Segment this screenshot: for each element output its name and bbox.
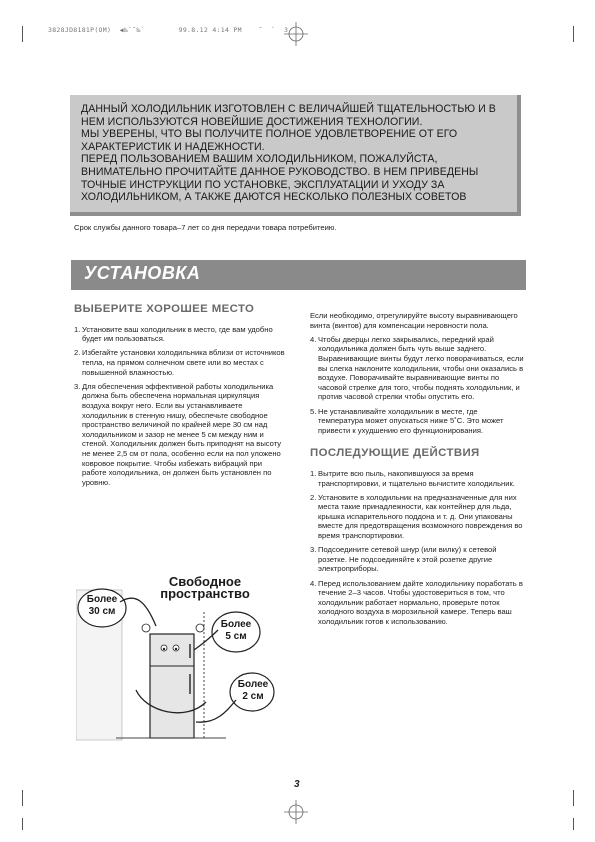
fridge-hand-right [196,624,204,632]
clearance-30cm-label [80,594,124,618]
intro-line: ХОЛОДИЛЬНИКОМ, А ТАКЖЕ ДАЮТСЯ НЕСКОЛЬКО ПОЛЕЗНЫХ СОВЕТОВ [81,191,467,204]
right-column [310,311,524,631]
intro-line: НЕМ ИСПОЛЬЗУЮТСЯ НОВЕЙШИЕ ДОСТИЖЕНИЯ ТЕХНОЛОГИИ. [81,115,423,128]
clearance-30cm-line2: 30 см [88,606,116,617]
arrow-bottom-icon [196,700,236,722]
service-life-note: Срок службы данного товара–7 лет со дня передачи товара потребитеию. [74,223,337,232]
list-item-text: Для обеспечения эффективной работы холодильника должна быть обеспечена нормальная циркуляция воздуха вокруг него. Если вы устанавливаете холодильник в стенную нишу, обеспечьте свободное пространство величиной по крайней мере 30 см над холодильником и зазор не менее 5 см между ним и стеной. Холодильник должен быть приподнят на высоту не менее 2,5 см от пола, особенно если на пол уложено ковровое покрытие. Чтобы избежать вибраций при работе холодильника, он должен быть установлен по уровню. [82,381,282,487]
print-header-meta: 3828JD8181P(OM) ◀‰`˜‰` 99.8.12 4:14 PM ˘ ` 3 [48,26,289,34]
intro-line: МЫ УВЕРЕНЫ, ЧТО ВЫ ПОЛУЧИТЕ ПОЛНОЕ УДОВЛЕТВОРЕНИЕ ОТ ЕГО [81,128,458,141]
clearance-2cm-line1: Более [237,679,269,690]
crop-mark-bottom-left [22,790,23,806]
list-item [74,325,288,344]
list-item-number: 4. [310,334,317,344]
list-item [310,335,524,402]
list-item [310,579,524,627]
free-space-label-line1: Свободное [168,574,242,589]
registration-mark-top-icon [282,20,310,48]
list-item-text: Перед использованием дайте холодильнику поработать в течение 2–3 часов. Чтобы удостовериться в том, что холодильник работает нормально, проверьте поток холодного воздуха в морозильной камере. Теперь ваш холодильник готов к использованию. [318,578,523,626]
clearance-2cm-label [231,679,275,703]
fridge-hand-left [142,624,150,632]
free-space-label-line2: пространство [160,586,250,601]
crop-mark-top-right [573,26,574,42]
clearance-30cm-line1: Более [86,594,118,605]
leveling-paragraph: Если необходимо, отрегулируйте высоту выравнивающего винта (винтов) для компенсации неровности пола. [310,311,518,330]
list-item-text: Не устанавливайте холодильник в месте, где температура может опускаться ниже 5˚С. Это может привести к ухудшению его функционирования. [318,406,504,435]
list-item-number: 4. [310,578,317,588]
clearance-2cm-line2: 2 см [242,691,264,702]
intro-line: ДАННЫЙ ХОЛОДИЛЬНИК ИЗГОТОВЛЕН С ВЕЛИЧАЙШЕЙ ТЩАТЕЛЬНОСТЬЮ И В [81,103,496,115]
list-item-number: 2. [310,492,317,502]
leveling-list [310,335,524,436]
heading-next-steps: ПОСЛЕДУЮЩИЕ ДЕЙСТВИЯ [310,447,480,460]
left-column [74,305,288,492]
list-item-number: 2. [74,348,81,358]
clearance-5cm-label [214,619,258,643]
list-item-text: Вытрите всю пыль, накопившуюся за время транспортировки, и тщательно вычистите холодильник. [318,468,515,488]
crop-mark-bottom-right-short [573,818,574,830]
crop-mark-top-left [22,26,23,42]
list-item-text: Избегайте установки холодильника вблизи от источников тепла, на прямом солнечном свете или во местах с повышенной влажностью. [82,348,285,377]
intro-line: ПЕРЕД ПОЛЬЗОВАНИЕМ ВАШИМ ХОЛОДИЛЬНИКОМ, ПОЖАЛУЙСТА, [81,153,438,166]
intro-line: ТОЧНЫЕ ИНСТРУКЦИИ ПО УСТАНОВКЕ, ЭКСПЛУАТАЦИИ И УХОДУ ЗА [81,178,445,191]
crop-mark-bottom-left-short [22,818,23,830]
list-item [310,493,524,541]
list-item-text: Установите в холодильник на предназначенные для них места такие принадлежности, как контейнер для льда, крышка испарительного поддона и т. д. Они упакованы вместе для предотвращения возможного повреждения во время транспортировки. [318,492,523,541]
list-item-number: 3. [310,545,317,555]
list-item-number: 1. [74,324,81,334]
intro-line: ВНИМАТЕЛЬНО ПРОЧИТАЙТЕ ДАННОЕ РУКОВОДСТВО. В НЕМ ПРИВЕДЕНЫ [81,165,479,178]
list-item [310,545,524,574]
list-item-text: Установите ваш холодильник в место, где вам удобно будет им пользоваться. [82,324,273,344]
section-title: УСТАНОВКА [84,263,201,283]
page-number: 3 [294,779,300,790]
heading-choose-place: ВЫБЕРИТЕ ХОРОШЕЕ МЕСТО [74,303,255,315]
intro-line: ХАРАКТЕРИСТИК И НАДЕЖНОСТИ. [81,140,265,153]
list-item [310,469,524,488]
fridge-body-shape [150,634,194,738]
list-item [74,382,288,488]
list-item-text: Чтобы дверцы легко закрывались, передний край холодильника должен быть чуть выше заднего. Выравнивающие винты будут легко поворачиваться, если вы слегка наклоните холодильник, чтобы они оказались в воздухе. Поворачивайте выравнивающие винты по часовой стрелке для того, чтобы поднять холодильник, и против часовой стрелки чтобы опустить его. [318,334,524,402]
list-item [74,348,288,377]
list-item [310,407,524,436]
list-item-text: Подсоедините сетевой шнур (или вилку) к сетевой розетке. Не подсоединяйте к этой розетке другие электроприборы. [318,545,497,574]
registration-mark-bottom-icon [282,798,310,826]
list-item-number: 5. [310,406,317,416]
crop-mark-bottom-right [573,790,574,806]
free-space-label [150,576,260,600]
next-steps-list [310,469,524,627]
clearance-5cm-line1: Более [220,619,252,630]
list-item-number: 1. [310,468,317,478]
placement-list [74,325,288,488]
list-item-number: 3. [74,381,81,391]
intro-notice-box [70,95,521,216]
fridge-clearance-illustration [76,572,276,742]
clearance-5cm-line2: 5 см [225,631,247,642]
